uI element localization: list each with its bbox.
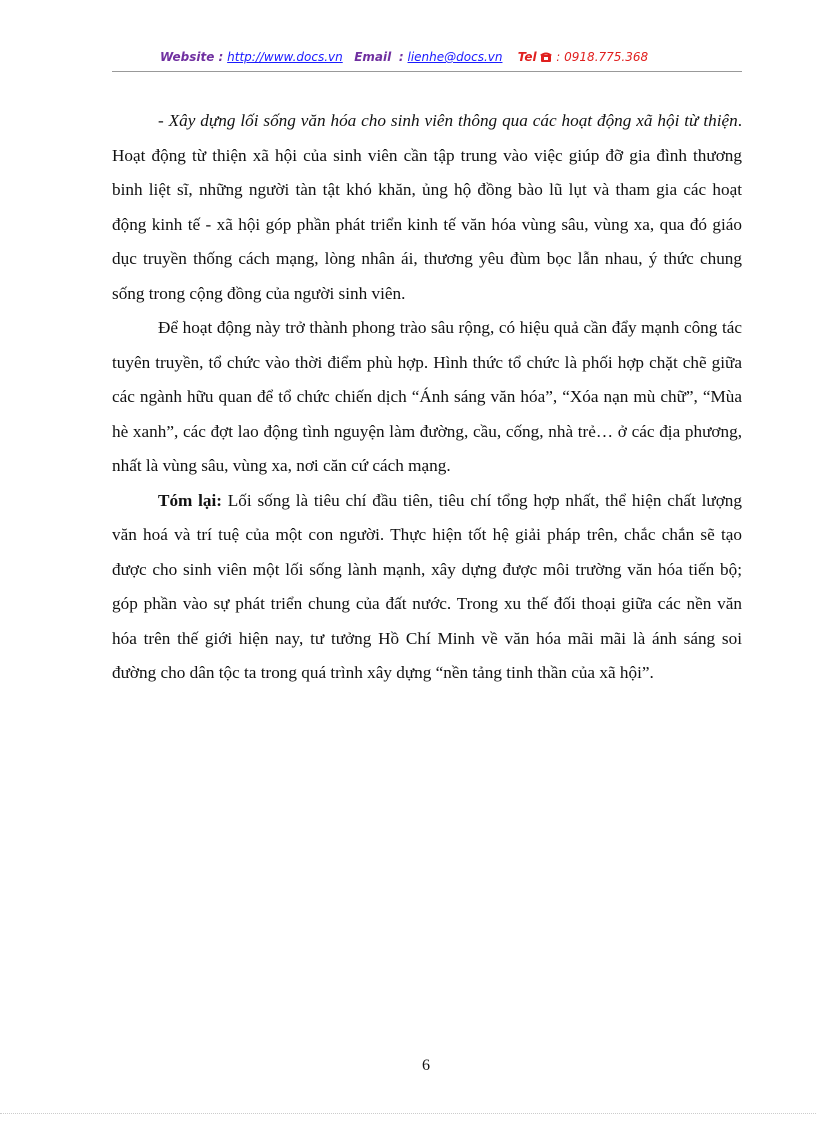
website-link[interactable]: http://www.docs.vn: [227, 50, 343, 64]
paragraph-3: [112, 484, 742, 691]
paragraph-2: Để hoạt động này trở thành phong trào sâu rộng, có hiệu quả cần đẩy mạnh công tác tuyên truyền, tổ chức vào thời điểm phù hợp. Hình thức tổ chức là phối hợp chặt chẽ giữa các ngành hữu quan để tổ chức chiến dịch “Ánh sáng văn hóa”, “Xóa nạn mù chữ”, “Mùa hè xanh”, các đợt lao động tình nguyện làm đường, cầu, cống, nhà trẻ… ở các địa phương, nhất là vùng sâu, vùng xa, nơi căn cứ cách mạng.: [112, 318, 742, 475]
paragraph-1: [112, 104, 742, 311]
document-body: [112, 104, 742, 691]
paragraph-1-text: . Hoạt động từ thiện xã hội của sinh viên cần tập trung vào việc giúp đỡ gia đình thương binh liệt sĩ, những người tàn tật khó khăn, ủng hộ đồng bào lũ lụt và tham gia các hoạt động kinh tế - xã hội góp phần phát triển kinh tế văn hóa vùng sâu, vùng xa, qua đó giáo dục truyền thống cách mạng, lòng nhân ái, thương yêu đùm bọc lẫn nhau, ý thức chung sống trong cộng đồng của người sinh viên.: [112, 111, 742, 303]
tel-number: : 0918.775.368: [556, 50, 649, 64]
paragraph-1-heading: - Xây dựng lối sống văn hóa cho sinh viên thông qua các hoạt động xã hội từ thiện: [158, 111, 738, 130]
website-label: Website :: [160, 50, 224, 64]
phone-icon: [540, 50, 556, 64]
page-header: [160, 50, 680, 64]
page-number: 6: [422, 1057, 430, 1074]
page-bottom-border: [0, 1113, 816, 1114]
paragraph-3-text: Lối sống là tiêu chí đầu tiên, tiêu chí tổng hợp nhất, thể hiện chất lượng văn hoá và trí tuệ của một con người. Thực hiện tốt hệ giải pháp trên, chắc chắn sẽ tạo được cho sinh viên một lối sống lành mạnh, xây dựng được môi trường văn hóa tiến bộ; góp phần vào sự phát triển chung của đất nước. Trong xu thế đối thoại giữa các nền văn hóa trên thế giới hiện nay, tư tưởng Hồ Chí Minh về văn hóa mãi mãi là ánh sáng soi đường cho dân tộc ta trong quá trình xây dựng “nền tảng tinh thần của xã hội”.: [112, 490, 742, 682]
email-separator: :: [398, 50, 404, 64]
header-divider: [112, 71, 742, 72]
summary-label: Tóm lại:: [158, 490, 223, 510]
tel-label: Tel: [517, 50, 537, 64]
email-label: Email: [354, 50, 392, 64]
email-link[interactable]: lienhe@docs.vn: [407, 50, 503, 64]
